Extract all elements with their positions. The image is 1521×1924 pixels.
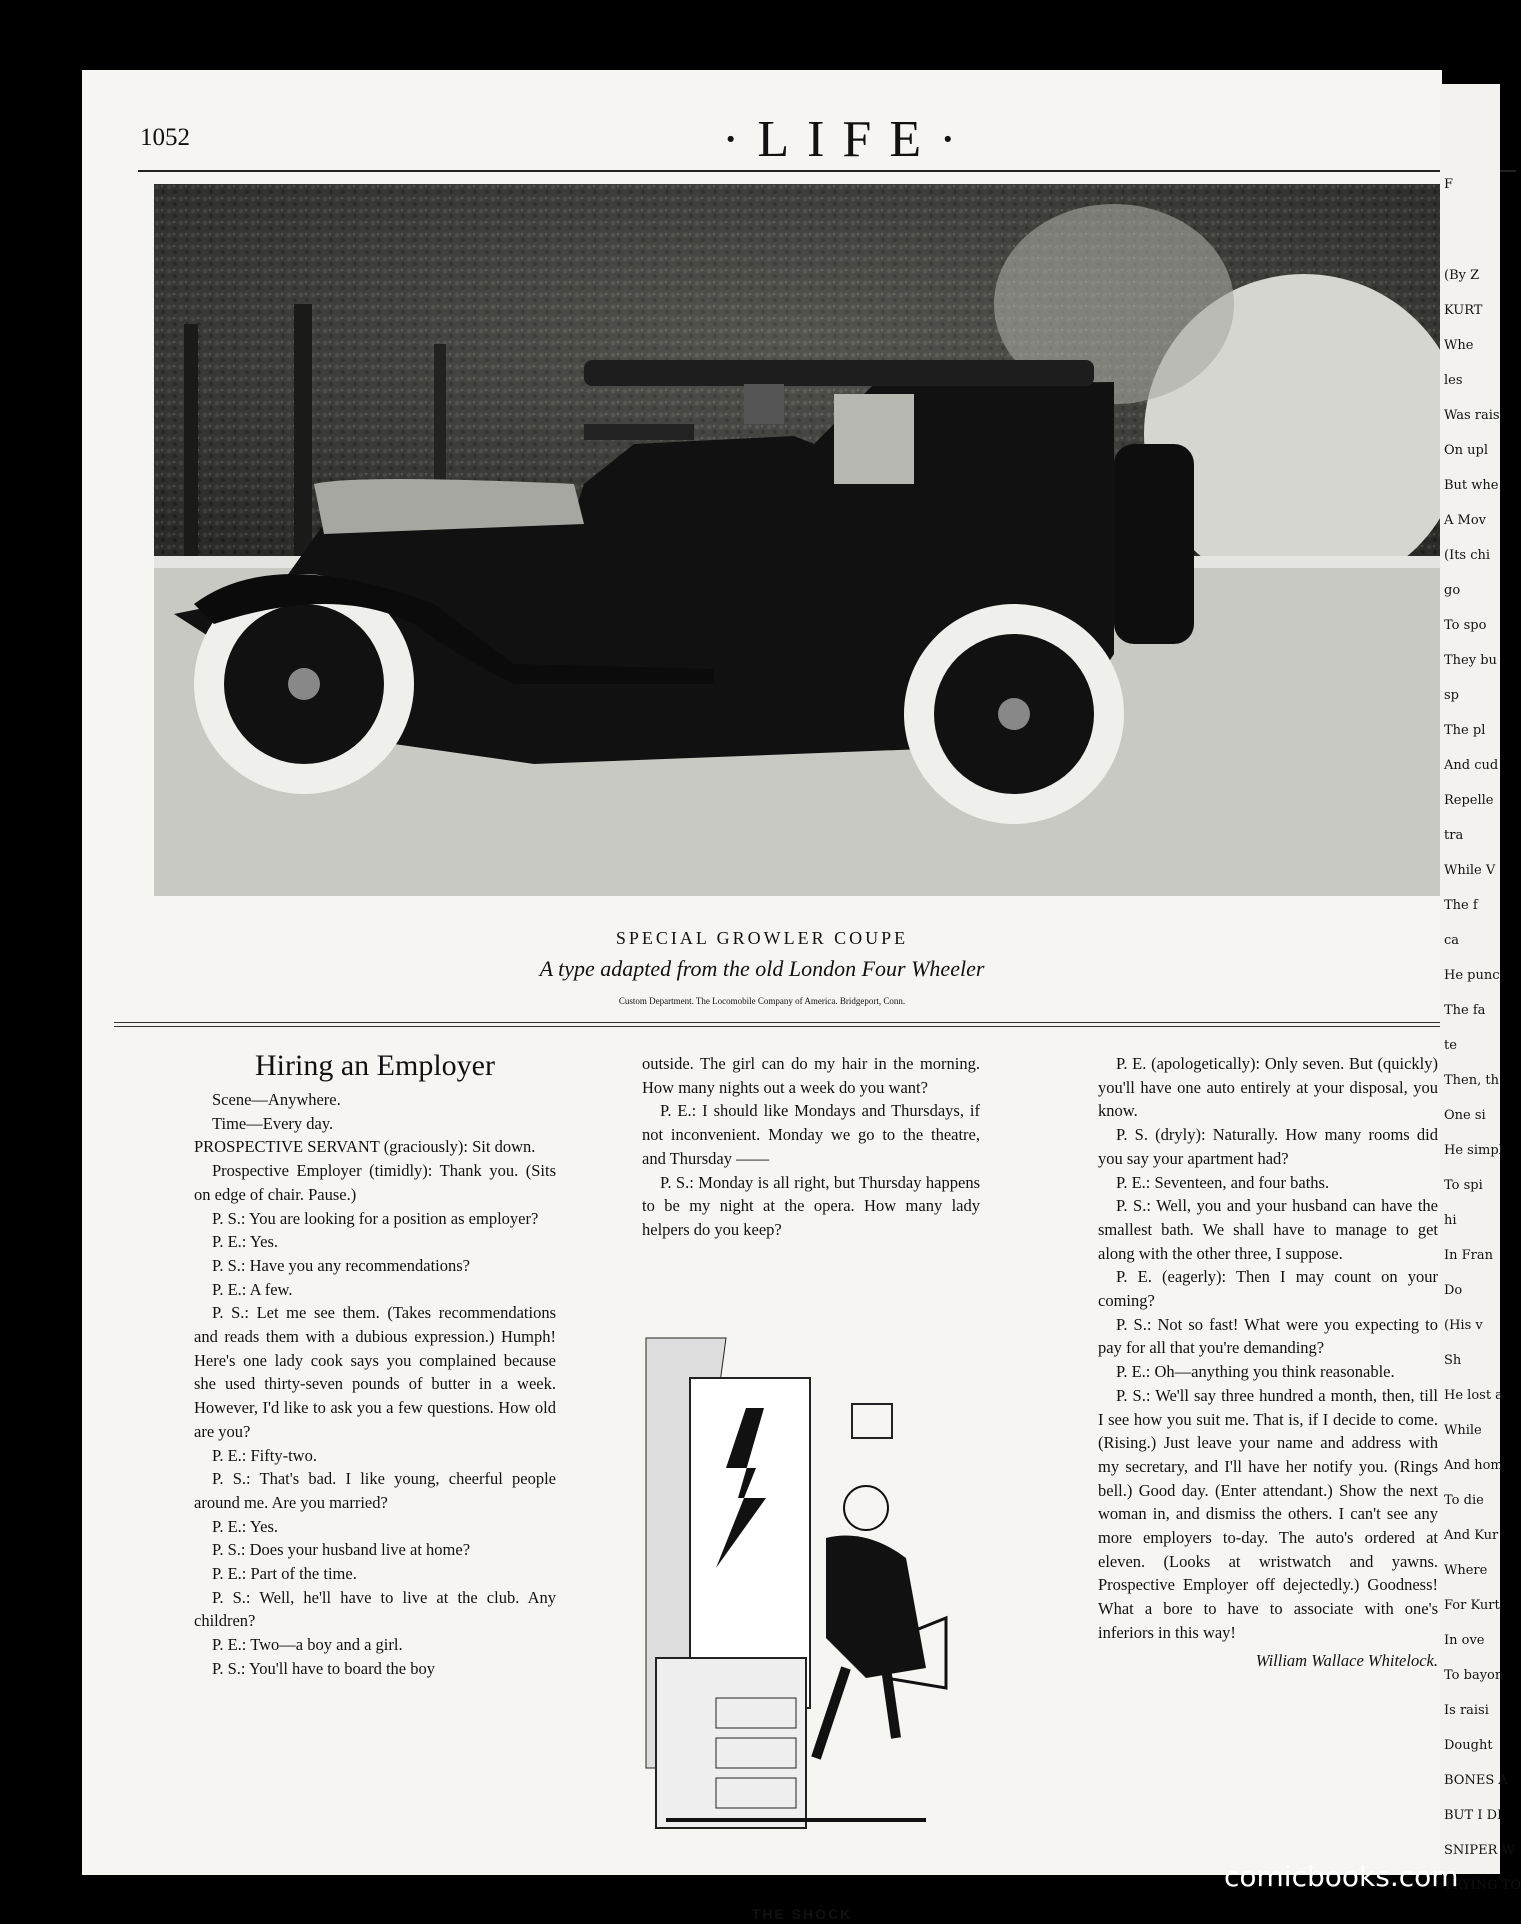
adjacent-page-fragment xyxy=(1440,84,1521,1893)
photo-credit: Custom Department. The Locomobile Company of America. Bridgeport, Conn. xyxy=(618,996,906,1006)
adjacent-page-line: But whe xyxy=(1444,478,1499,493)
paragraph: P. S.: Does your husband live at home? xyxy=(212,1540,471,1560)
adjacent-page-line: He simpl xyxy=(1444,1143,1503,1158)
paragraph: P. S.: Let me see them. (Takes recommendations and reads them with a dubious expression.) Humph! Here's one lady cook says you complained because she used thirty-seven pounds of butter in a week. However, I'd like to ask you a few questions. How old are you? xyxy=(194,1303,556,1441)
page-number: 1052 xyxy=(140,124,190,151)
adjacent-page-line: In ove xyxy=(1444,1633,1485,1648)
adjacent-page-line: Dought xyxy=(1444,1738,1493,1753)
adjacent-page-line: To bayon xyxy=(1444,1668,1504,1683)
paragraph: P. S.: We'll say three hundred a month, then, till I see how you suit me. That is, if I decide to come. (Rising.) Just leave your name and address with my secretary, and I'll have her notify you. (Rings bell.) Good day. (Enter attendant.) Show the next woman in, and dismiss the others. I can't see any more employers to-day. The auto's ordered at eleven. (Looks at wristwatch and yawns. Prospective Employer off dejectedly.) Goodness! What a bore to have to associate with one's inferiors in this way! xyxy=(1098,1385,1438,1642)
car-photo xyxy=(154,184,1442,896)
adjacent-page-line: (By Z xyxy=(1444,268,1480,283)
adjacent-page-line: Do xyxy=(1444,1283,1463,1298)
adjacent-page-line: Was rais xyxy=(1444,408,1500,423)
adjacent-page-line: Then, th xyxy=(1444,1073,1499,1088)
adjacent-page-line: go xyxy=(1444,583,1461,598)
article-column-2 xyxy=(642,1052,980,1242)
adjacent-page-line: To spo xyxy=(1444,618,1487,633)
adjacent-page-line: F xyxy=(1444,177,1454,192)
adjacent-page-line: They bu xyxy=(1444,653,1497,668)
article-column-1 xyxy=(194,1046,556,1681)
paragraph: P. E.: Fifty-two. xyxy=(212,1445,317,1465)
section-rule-2 xyxy=(114,1026,1444,1027)
paragraph: P. E.: Yes. xyxy=(212,1516,279,1536)
adjacent-page-line: ca xyxy=(1444,933,1460,948)
header-rule xyxy=(138,170,1516,172)
paragraph: P. E. (eagerly): Then I may count on your coming? xyxy=(1098,1267,1438,1311)
adjacent-page-line: He punc xyxy=(1444,968,1500,983)
paragraph: P. E.: I should like Mondays and Thursdays, if not inconvenient. Monday we go to the theatre, and Thursday —— xyxy=(642,1101,980,1168)
adjacent-page-line: To spi xyxy=(1444,1178,1483,1193)
paragraph: P. E.: Oh—anything you think reasonable. xyxy=(1116,1362,1395,1382)
author-signature: William Wallace Whitelock. xyxy=(1255,1650,1438,1670)
adjacent-page-line: KURT xyxy=(1444,303,1483,318)
adjacent-page-line: SNIPER W xyxy=(1444,1843,1515,1858)
paragraph: Scene—Anywhere. xyxy=(212,1090,341,1109)
paragraph: P. S.: Not so fast! What were you expecting to pay for all that you're demanding? xyxy=(1098,1314,1438,1358)
adjacent-page-text xyxy=(1444,84,1521,1896)
adjacent-page-line: (Its chi xyxy=(1444,548,1491,563)
paragraph: P. S.: Well, he'll have to live at the club. Any children? xyxy=(194,1587,556,1631)
adjacent-page-line: BONES A xyxy=(1444,1773,1508,1788)
adjacent-page-line: Is raisi xyxy=(1444,1703,1489,1718)
paragraph: PROSPECTIVE SERVANT (graciously): Sit down. xyxy=(194,1137,536,1157)
adjacent-page-line: tra xyxy=(1444,828,1464,843)
paragraph: Time—Every day. xyxy=(212,1113,334,1133)
adjacent-page-line: sp xyxy=(1444,688,1459,703)
paragraph: P. E. (apologetically): Only seven. But (quickly) you'll have one auto entirely at your disposal, you know. xyxy=(1098,1054,1438,1121)
adjacent-page-line: The f xyxy=(1444,898,1478,913)
adjacent-page-line: And Kur xyxy=(1444,1528,1499,1543)
photo-caption-subtitle: A type adapted from the old London Four Wheeler xyxy=(539,956,985,981)
adjacent-page-line: And hom xyxy=(1444,1458,1503,1473)
paragraph: P. S. (dryly): Naturally. How many rooms did you say your apartment had? xyxy=(1098,1125,1438,1168)
adjacent-page-line: Repelle xyxy=(1444,793,1494,808)
paragraph: P. S.: Have you any recommendations? xyxy=(212,1255,470,1275)
adjacent-page-line: les xyxy=(1444,373,1463,388)
magazine-title: ·LIFE· xyxy=(722,111,975,168)
paragraph: P. E.: Seventeen, and four baths. xyxy=(1116,1172,1330,1192)
paragraph: P. S.: You are looking for a position as employer? xyxy=(212,1208,539,1228)
adjacent-page-line: While xyxy=(1444,1423,1482,1438)
adjacent-page-line: BUT I DI xyxy=(1444,1808,1503,1823)
paragraph: P. E.: Yes. xyxy=(212,1232,279,1252)
adjacent-page-line: A Mov xyxy=(1444,513,1487,528)
paragraph: P. E.: A few. xyxy=(212,1279,293,1299)
paragraph: P. S.: That's bad. I like young, cheerful people around me. Are you married? xyxy=(194,1469,556,1512)
adjacent-page-line: He lost a xyxy=(1444,1388,1503,1403)
adjacent-page-line: te xyxy=(1444,1038,1457,1053)
paragraph: Prospective Employer (timidly): Thank you. (Sits on edge of chair. Pause.) xyxy=(194,1161,556,1204)
adjacent-page-line: On upl xyxy=(1444,443,1489,458)
adjacent-page-line: Whe xyxy=(1444,338,1474,353)
adjacent-page-line: And cud xyxy=(1444,758,1499,773)
watermark: comicbooks.com xyxy=(1224,1860,1459,1893)
adjacent-page-line: While V xyxy=(1444,863,1496,878)
paragraph: P. S.: Well, you and your husband can have the smallest bath. We shall have to manage to get along with the other three, I suppose. xyxy=(1098,1196,1438,1263)
cartoon-caption: THE SHOCK xyxy=(751,1906,853,1922)
adjacent-page-line: hi xyxy=(1444,1213,1457,1228)
paragraph: P. E.: Part of the time. xyxy=(212,1564,357,1584)
article-column-3 xyxy=(1098,1052,1438,1672)
adjacent-page-line: TRYING TO xyxy=(1444,1878,1521,1893)
adjacent-page-line: For Kurt xyxy=(1444,1598,1500,1613)
paragraph: P. S.: Monday is all right, but Thursday happens to be my night at the opera. How many lady helpers do you keep? xyxy=(642,1172,980,1239)
adjacent-page-line: The fa xyxy=(1444,1003,1486,1018)
paragraph: P. S.: You'll have to board the boy xyxy=(212,1658,435,1678)
adjacent-page-line: One si xyxy=(1444,1108,1486,1123)
the-shock-cartoon xyxy=(646,1338,956,1854)
adjacent-page-line: Where xyxy=(1444,1563,1488,1578)
adjacent-page-line: To die xyxy=(1444,1493,1484,1508)
article-title: Hiring an Employer xyxy=(255,1049,495,1082)
adjacent-page-line: (His v xyxy=(1444,1318,1483,1333)
adjacent-page-line: In Fran xyxy=(1444,1248,1493,1263)
paragraph: outside. The girl can do my hair in the morning. How many nights out a week do you want? xyxy=(642,1054,980,1097)
paragraph: P. E.: Two—a boy and a girl. xyxy=(212,1635,403,1655)
section-rule xyxy=(114,1022,1444,1023)
photo-caption-title: SPECIAL GROWLER COUPE xyxy=(615,928,909,948)
adjacent-page-line: The pl xyxy=(1444,723,1486,738)
adjacent-page-line: Sh xyxy=(1444,1353,1462,1368)
